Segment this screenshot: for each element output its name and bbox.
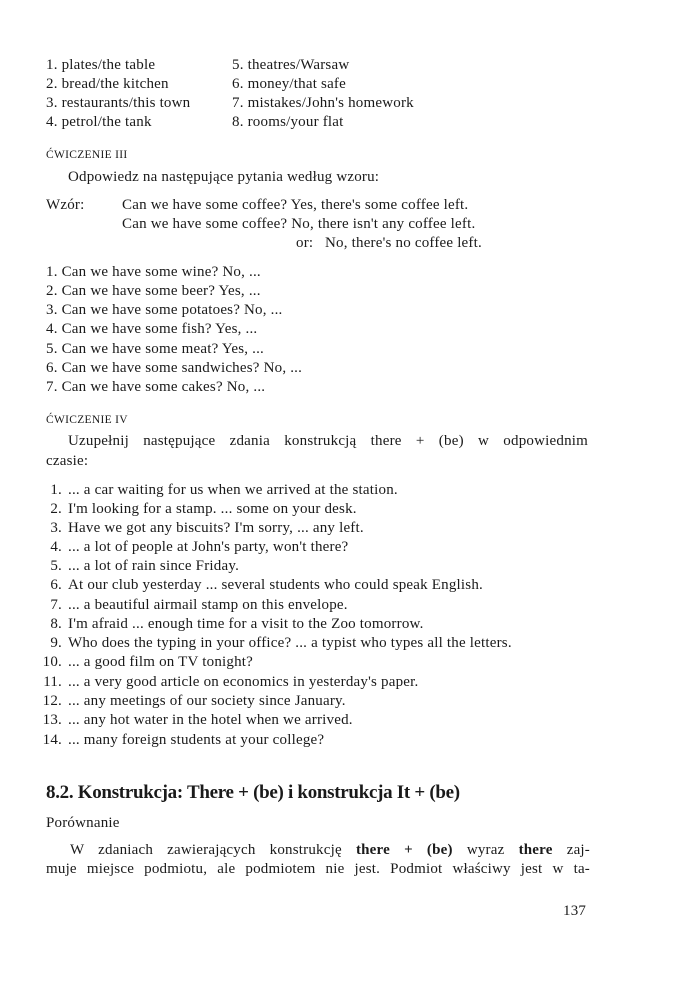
ex4-number: 14. (42, 732, 62, 748)
pair-list-left-1: 1. plates/the table (46, 57, 156, 73)
ex4-number: 10. (42, 654, 62, 670)
ex3-question-5: 5. Can we have some meat? Yes, ... (46, 341, 265, 357)
exercise-3-heading: ĆWICZENIE III (46, 149, 128, 161)
ex4-number: 9. (50, 635, 62, 651)
ex4-sentence: ... a beautiful airmail stamp on this envelope. (68, 597, 348, 613)
wzor-label: Wzór: (46, 197, 85, 213)
ex4-item (36, 711, 353, 730)
ex4-sentence: ... many foreign students at your college? (68, 732, 325, 748)
ex4-item (36, 519, 364, 538)
exercise-4-heading: ĆWICZENIE IV (46, 414, 128, 426)
wzor-or-label: or: (296, 235, 314, 251)
ex4-item (36, 731, 324, 750)
pair-list-left-3: 3. restaurants/this town (46, 95, 191, 111)
ex4-item (36, 596, 348, 615)
ex3-question-6: 6. Can we have some sandwiches? No, ... (46, 360, 303, 376)
pair-list-left-2: 2. bread/the kitchen (46, 76, 169, 92)
exercise-4-instruction-line-1: Uzupełnij następujące zdania konstrukcją there + (be) w odpowiednim (68, 433, 588, 449)
ex4-sentence: At our club yesterday ... several students who could speak English. (68, 577, 483, 593)
ex3-question-7: 7. Can we have some cakes? No, ... (46, 379, 266, 395)
ex4-sentence: ... a very good article on economics in yesterday's paper. (68, 674, 419, 690)
ex4-sentence: ... a lot of people at John's party, won't there? (68, 539, 349, 555)
ex4-number: 13. (42, 712, 62, 728)
ex4-item (36, 692, 346, 711)
ex4-item (36, 500, 357, 519)
exercise-4-instruction-line-2: czasie: (46, 453, 89, 469)
ex4-item (36, 576, 483, 595)
pair-list-right-7: 7. mistakes/John's homework (232, 95, 414, 111)
ex4-number: 7. (50, 597, 62, 613)
ex4-sentence: ... a good film on TV tonight? (68, 654, 254, 670)
exercise-3-instruction: Odpowiedz na następujące pytania według wzoru: (68, 169, 380, 185)
pair-list-right-6: 6. money/that safe (232, 76, 346, 92)
section-title: 8.2. Konstrukcja: There + (be) i konstrukcja It + (be) (46, 782, 460, 803)
para-term-there-be: there + (be) (355, 842, 453, 858)
ex4-number: 5. (50, 558, 62, 574)
ex4-number: 1. (50, 482, 62, 498)
pair-list-left-4: 4. petrol/the tank (46, 114, 152, 130)
ex4-number: 3. (50, 520, 62, 536)
para-text: zaj- (552, 842, 590, 858)
ex4-item (36, 538, 348, 557)
pair-list-right-5: 5. theatres/Warsaw (232, 57, 350, 73)
section-subheading: Porównanie (46, 815, 120, 831)
ex4-number: 2. (50, 501, 62, 517)
ex4-number: 12. (42, 693, 62, 709)
ex4-item (36, 673, 418, 692)
ex4-item (36, 653, 253, 672)
ex4-number: 11. (43, 674, 62, 690)
ex4-sentence: ... a lot of rain since Friday. (68, 558, 240, 574)
ex3-question-2: 2. Can we have some beer? Yes, ... (46, 283, 261, 299)
ex4-number: 8. (50, 616, 62, 632)
ex3-question-3: 3. Can we have some potatoes? No, ... (46, 302, 283, 318)
ex4-sentence: I'm looking for a stamp. ... some on your desk. (68, 501, 357, 517)
ex4-sentence: Who does the typing in your office? ... a typist who types all the letters. (68, 635, 512, 651)
ex4-sentence: ... any hot water in the hotel when we arrived. (68, 712, 353, 728)
section-paragraph-line-2: muje miejsce podmiotu, ale podmiotem nie jest. Podmiot właściwy jest w ta- (46, 861, 590, 877)
para-text: wyraz (452, 842, 519, 858)
wzor-or-answer: No, there's no coffee left. (325, 235, 482, 251)
page-number: 137 (563, 903, 587, 919)
wzor-line-1: Can we have some coffee? Yes, there's some coffee left. (122, 197, 469, 213)
ex3-question-4: 4. Can we have some fish? Yes, ... (46, 321, 258, 337)
section-paragraph-line-1 (70, 841, 590, 860)
ex4-sentence: ... a car waiting for us when we arrived at the station. (68, 482, 398, 498)
para-term-there: there (518, 842, 553, 858)
ex4-number: 6. (50, 577, 62, 593)
wzor-line-2: Can we have some coffee? No, there isn't any coffee left. (122, 216, 476, 232)
ex4-item (36, 481, 398, 500)
ex4-item (36, 557, 239, 576)
ex3-question-1: 1. Can we have some wine? No, ... (46, 264, 261, 280)
ex4-sentence: Have we got any biscuits? I'm sorry, ... any left. (68, 520, 364, 536)
ex4-sentence: ... any meetings of our society since January. (68, 693, 346, 709)
ex4-item (36, 615, 424, 634)
ex4-number: 4. (50, 539, 62, 555)
ex4-item (36, 634, 512, 653)
pair-list-right-8: 8. rooms/your flat (232, 114, 344, 130)
ex4-sentence: I'm afraid ... enough time for a visit to the Zoo tomorrow. (68, 616, 424, 632)
para-text: W zdaniach zawierających konstrukcję (70, 842, 356, 858)
